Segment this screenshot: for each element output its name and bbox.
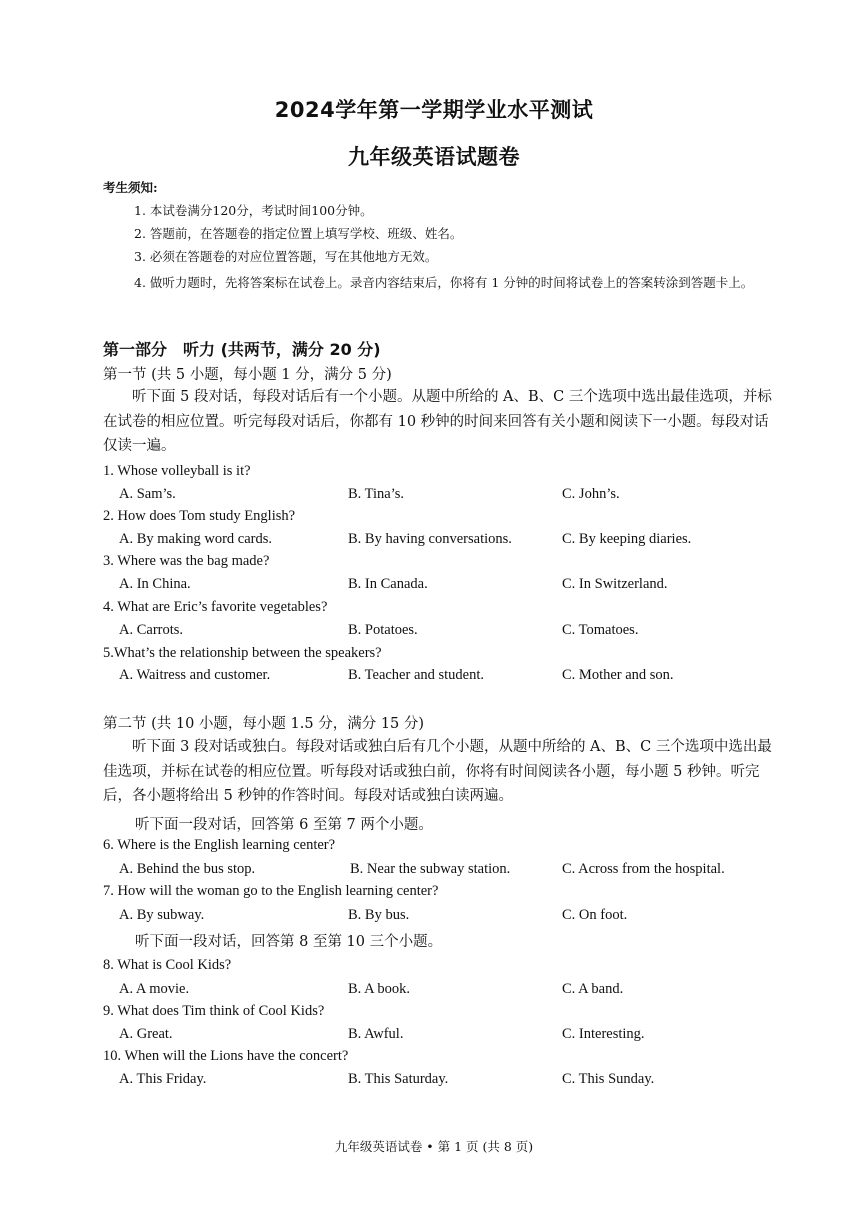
part1-heading: 第一部分 听力 (共两节，满分 20 分) <box>103 340 381 359</box>
section1-heading: 第一节 (共 5 小题，每小题 1 分，满分 5 分) <box>103 367 392 383</box>
question-1-option-b: B. Tina’s. <box>348 486 405 502</box>
question-3-option-b: B. In Canada. <box>348 576 428 592</box>
page-footer: 九年级英语试卷 • 第 1 页 (共 8 页) <box>334 1139 534 1154</box>
section1-instructions: 听下面 5 段对话，每段对话后有一个小题。从题中所给的 A、B、C 三个选项中选出最佳选项，并标在试卷的相应位置。听完每段对话后，你都有 10 秒钟的时间来回答有关小题和阅读下一小题。每段对话仅读一遍。 <box>103 389 772 454</box>
question-8: 8. What is Cool Kids? <box>103 957 232 973</box>
question-6-option-a: A. Behind the bus stop. <box>119 861 256 877</box>
question-4-option-b: B. Potatoes. <box>348 622 418 638</box>
question-7: 7. How will the woman go to the English learning center? <box>103 883 439 899</box>
question-2-option-a: A. By making word cards. <box>119 531 273 547</box>
question-2: 2. How does Tom study English? <box>103 508 296 524</box>
question-5-option-a: A. Waitress and customer. <box>119 667 271 683</box>
question-9-option-a: A. Great. <box>119 1026 173 1042</box>
section2-heading: 第二节 (共 10 小题，每小题 1.5 分，满分 15 分) <box>103 716 425 732</box>
question-5-option-b: B. Teacher and student. <box>348 667 485 683</box>
question-1-option-c: C. John’s. <box>562 486 620 502</box>
question-6-option-c: C. Across from the hospital. <box>562 861 725 877</box>
question-5: 5.What’s the relationship between the speakers? <box>103 645 382 661</box>
question-1-option-a: A. Sam’s. <box>119 486 176 502</box>
question-2-option-c: C. By keeping diaries. <box>562 531 692 547</box>
question-8-option-b: B. A book. <box>348 981 411 997</box>
question-3-option-a: A. In China. <box>119 576 191 592</box>
notice-item-3: 3. 必须在答题卷的对应位置答题，写在其他地方无效。 <box>134 249 438 264</box>
question-1: 1. Whose volleyball is it? <box>103 463 251 479</box>
question-8-option-c: C. A band. <box>562 981 624 997</box>
exam-subtitle: 九年级英语试题卷 <box>348 145 520 169</box>
notice-item-4: 4. 做听力题时，先将答案标在试卷上。录音内容结束后，你将有 1 分钟的时间将试卷上的答案转涂到答题卡上。 <box>134 275 754 290</box>
notice-item-1: 1. 本试卷满分120分，考试时间100分钟。 <box>134 203 373 218</box>
question-10: 10. When will the Lions have the concert? <box>103 1048 349 1064</box>
notice-item-2: 2. 答题前，在答题卷的指定位置上填写学校、班级、姓名。 <box>134 226 463 241</box>
question-4: 4. What are Eric’s favorite vegetables? <box>103 599 328 615</box>
question-8-option-a: A. A movie. <box>119 981 190 997</box>
question-10-option-c: C. This Sunday. <box>562 1071 655 1087</box>
question-7-option-c: C. On foot. <box>562 907 628 923</box>
question-9-option-c: C. Interesting. <box>562 1026 645 1042</box>
section2-instructions: 听下面 3 段对话或独白。每段对话或独白后有几个小题，从题中所给的 A、B、C 三个选项中选出最佳选项，并标在试卷的相应位置。听每段对话或独白前，你将有时间阅读各小题，每小题 5 秒钟。听完后，各小题将给出 5 秒钟的作答时间。每段对话或独白读两遍。 <box>103 739 772 804</box>
question-4-option-c: C. Tomatoes. <box>562 622 639 638</box>
exam-title: 2024学年第一学期学业水平测试 <box>274 98 594 122</box>
question-10-option-b: B. This Saturday. <box>348 1071 449 1087</box>
section2-dialogue-1-instruction: 听下面一段对话，回答第 6 至第 7 两个小题。 <box>135 817 433 833</box>
question-5-option-c: C. Mother and son. <box>562 667 674 683</box>
question-7-option-b: B. By bus. <box>348 907 410 923</box>
question-7-option-a: A. By subway. <box>119 907 205 923</box>
question-9-option-b: B. Awful. <box>348 1026 404 1042</box>
section2-dialogue-2-instruction: 听下面一段对话，回答第 8 至第 10 三个小题。 <box>135 934 443 950</box>
question-10-option-a: A. This Friday. <box>119 1071 207 1087</box>
question-6: 6. Where is the English learning center? <box>103 837 336 853</box>
notice-heading: 考生须知: <box>103 180 158 195</box>
question-4-option-a: A. Carrots. <box>119 622 184 638</box>
question-2-option-b: B. By having conversations. <box>348 531 512 547</box>
question-3: 3. Where was the bag made? <box>103 553 270 569</box>
question-6-option-b: B. Near the subway station. <box>350 861 511 877</box>
question-3-option-c: C. In Switzerland. <box>562 576 668 592</box>
question-9: 9. What does Tim think of Cool Kids? <box>103 1003 325 1019</box>
